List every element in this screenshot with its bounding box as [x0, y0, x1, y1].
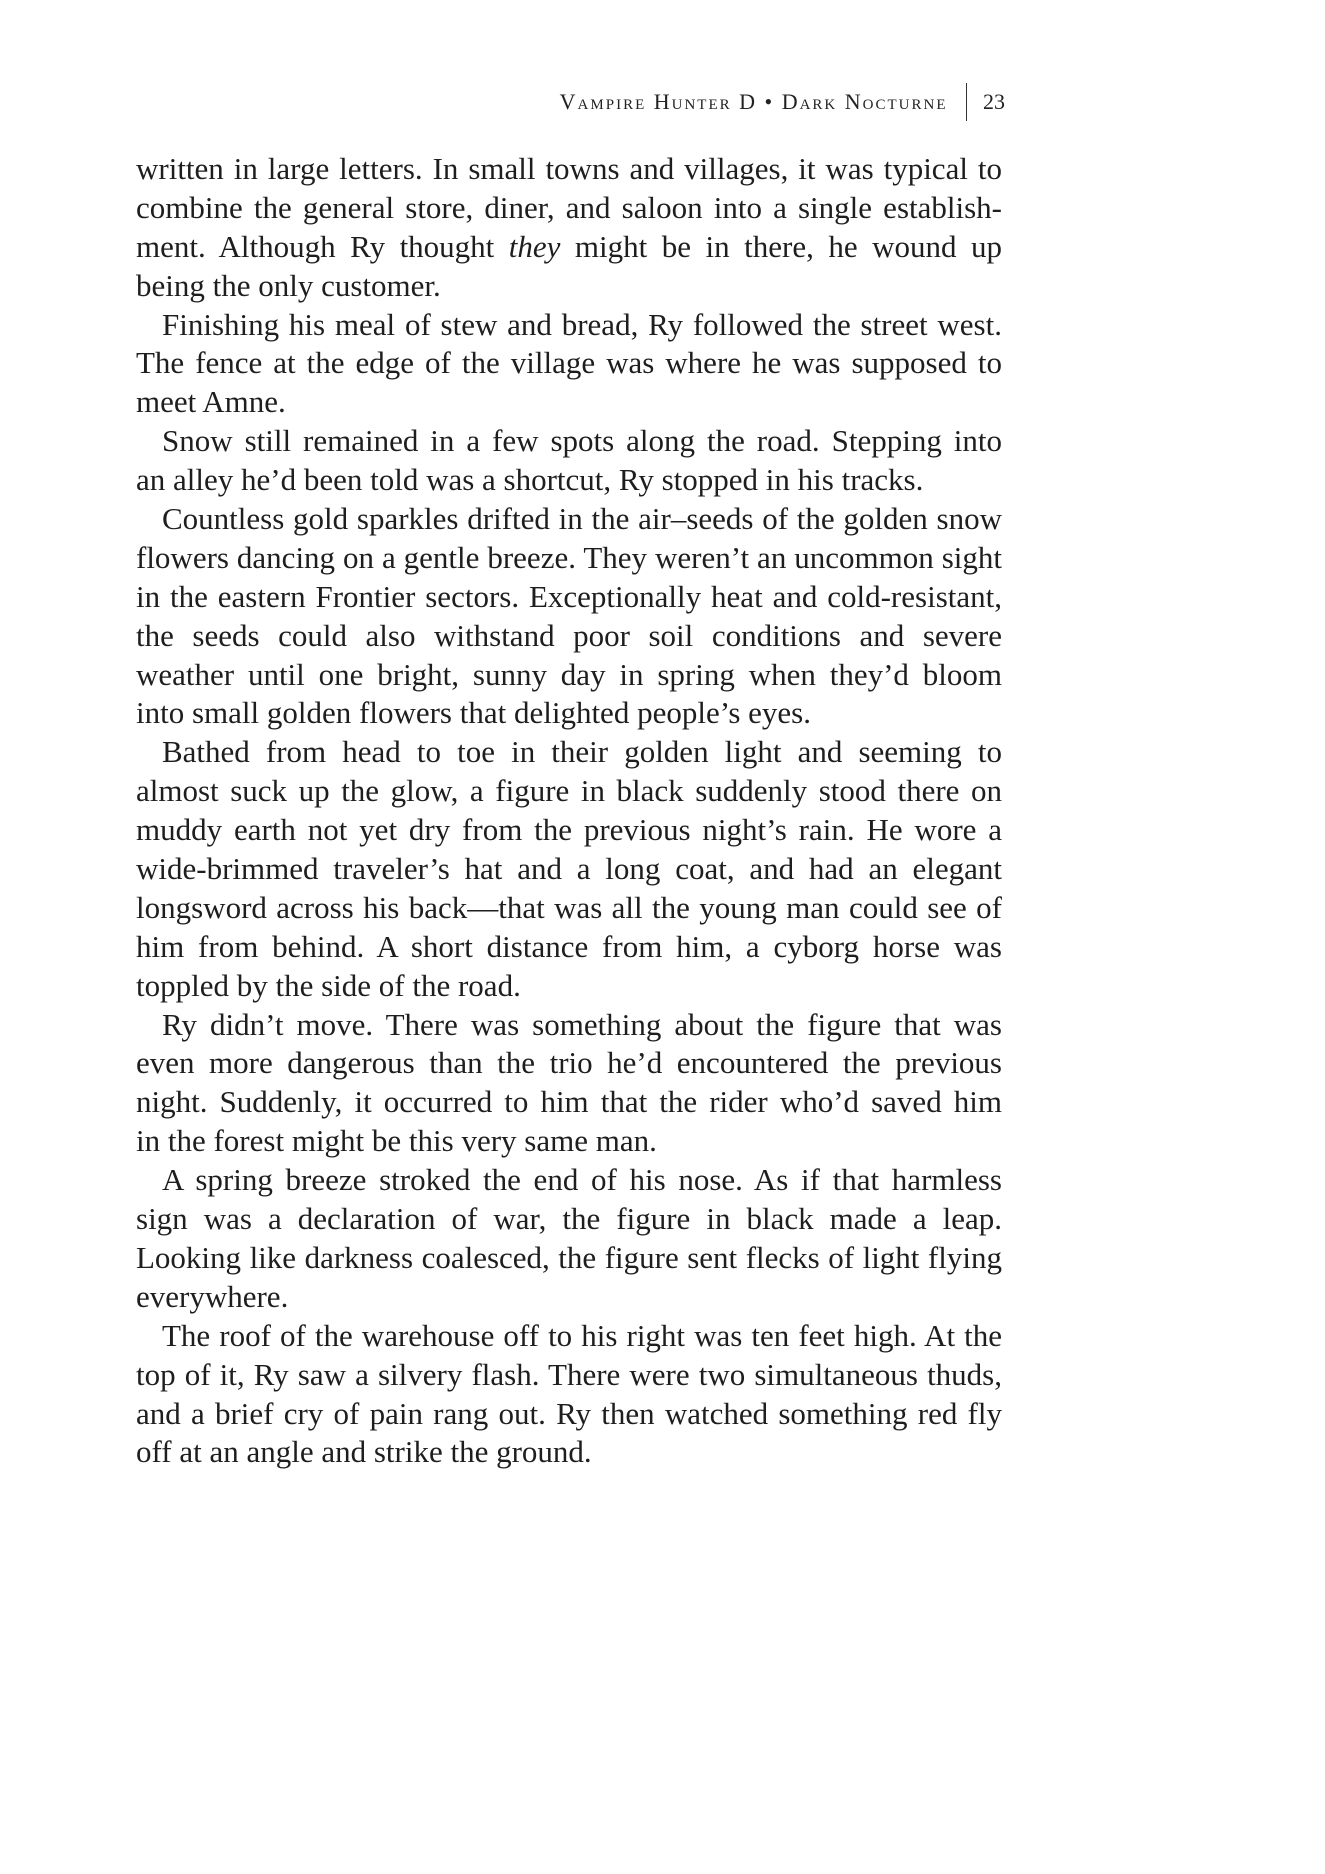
- text-line: Snow still remained in a few spots along the road. Stepping into: [162, 423, 1002, 459]
- text-line: flowers dancing on a gentle breeze. They weren’t an uncommon sight: [136, 539, 1002, 575]
- paragraph: [136, 1161, 1002, 1317]
- text-line: longsword across his back—that was all the young man could see of: [136, 889, 1002, 925]
- page-number: 23: [983, 89, 1005, 114]
- text-line: A spring breeze stroked the end of his nose. As if that harmless: [162, 1162, 1002, 1198]
- text-line: written in large letters. In small towns and villages, it was typical to: [136, 151, 1002, 186]
- text-line: sign was a declaration of war, the figure in black made a leap.: [136, 1201, 1002, 1237]
- running-head: [560, 82, 1005, 122]
- text-line: off at an angle and strike the ground.: [136, 1434, 592, 1470]
- text-line: and a brief cry of pain rang out. Ry then watched something red fly: [136, 1395, 1002, 1431]
- text-line: Bathed from head to toe in their golden light and seeming to: [162, 734, 1002, 770]
- body-text: [136, 150, 1002, 1472]
- text-line: toppled by the side of the road.: [136, 967, 521, 1003]
- text-line: everywhere.: [136, 1278, 289, 1314]
- running-head-title: Vampire Hunter D • Dark Nocturne: [559, 89, 948, 114]
- paragraph: [136, 733, 1002, 1005]
- text-line: in the forest might be this very same man.: [136, 1123, 657, 1159]
- text-line: Looking like darkness coalesced, the figure sent flecks of light flying: [136, 1239, 1002, 1275]
- text-line: the seeds could also withstand poor soil conditions and severe: [136, 617, 1002, 653]
- text-line: weather until one bright, sunny day in spring when they’d bloom: [136, 656, 1002, 692]
- text-line: Countless gold sparkles drifted in the air–seeds of the golden snow: [162, 501, 1002, 537]
- text-line: muddy earth not yet dry from the previous night’s rain. He wore a: [136, 812, 1002, 848]
- text-line: even more dangerous than the trio he’d encountered the previous: [136, 1045, 1002, 1081]
- emphasis: they: [508, 228, 561, 264]
- paragraph: [136, 306, 1002, 423]
- text-line: top of it, Ry saw a silvery flash. There were two simultaneous thuds,: [136, 1356, 1002, 1392]
- paragraph: [136, 150, 1002, 306]
- text-line: almost suck up the glow, a figure in black suddenly stood there on: [136, 773, 1002, 809]
- text-line: The roof of the warehouse off to his right was ten feet high. At the: [162, 1317, 1002, 1353]
- paragraph: [136, 1317, 1002, 1473]
- text-line: into small golden flowers that delighted people’s eyes.: [136, 695, 811, 731]
- text-line: Ry didn’t move. There was something about the figure that was: [162, 1006, 1002, 1042]
- paragraph: [136, 500, 1002, 733]
- text-line: an alley he’d been told was a shortcut, Ry stopped in his tracks.: [136, 462, 924, 498]
- text-line: being the only customer.: [136, 267, 441, 303]
- paragraph: [136, 422, 1002, 500]
- text-line: The fence at the edge of the village was where he was supposed to: [136, 345, 1002, 381]
- text-line: meet Amne.: [136, 384, 286, 420]
- text-line: Finishing his meal of stew and bread, Ry followed the street west.: [162, 306, 1002, 342]
- text-line: wide-brimmed traveler’s hat and a long coat, and had an elegant: [136, 851, 1002, 887]
- text-line: night. Suddenly, it occurred to him that the rider who’d saved him: [136, 1084, 1002, 1120]
- text-line: him from behind. A short distance from him, a cyborg horse was: [136, 928, 1002, 964]
- paragraph: [136, 1006, 1002, 1162]
- text-line: ment. Although Ry thought they might be in there, he wound up: [136, 228, 1002, 264]
- text-line: in the eastern Frontier sectors. Exceptionally heat and cold-resistant,: [136, 578, 1002, 614]
- text-line: combine the general store, diner, and saloon into a single establish-: [136, 189, 1002, 225]
- running-head-divider: [966, 83, 968, 121]
